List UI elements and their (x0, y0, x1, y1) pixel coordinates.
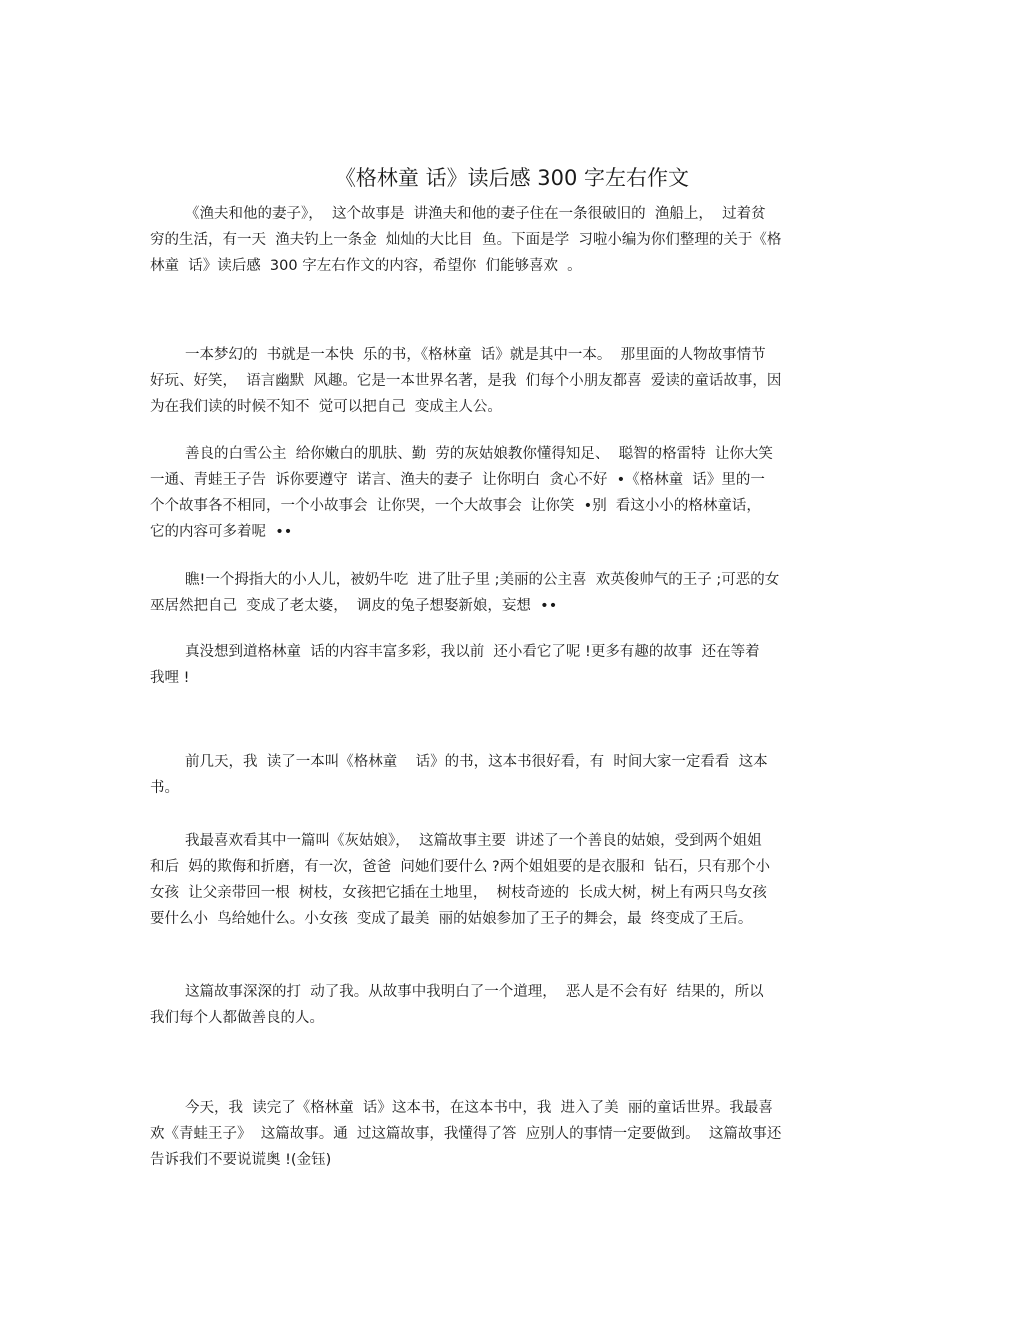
paragraph-line: 善良的白雪公主 给你嫩白的肌肤、勤 劳的灰姑娘教你懂得知足、 聪智的格雷特 让你大笑 (185, 446, 773, 462)
paragraph-line: 《渔夫和他的妻子》， 这个故事是 讲渔夫和他的妻子住在一条很破旧的 渔船上， 过着贫 (185, 206, 766, 222)
paragraph-line: 告诉我们不要说谎奥 !(金钰) (150, 1152, 332, 1168)
paragraph-essay2-p2 (150, 828, 770, 932)
paragraph-line: 一本梦幻的 书就是一本快 乐的书，《格林童 话》就是其中一本。 那里面的人物故事情节 (185, 347, 766, 363)
paragraph-line: 瞧!一个拇指大的小人儿，被奶牛吃 进了肚子里 ;美丽的公主喜 欢英俊帅气的王子 ;可恶的女 (185, 572, 780, 588)
paragraph-essay2-p3 (150, 979, 764, 1031)
paragraph-line: 书。 (150, 780, 179, 796)
paragraph-essay1-p1 (150, 342, 781, 420)
paragraph-essay1-p3 (150, 567, 779, 619)
paragraph-line: 真没想到道格林童 话的内容丰富多彩，我以前 还小看它了呢 !更多有趣的故事 还在等着 (185, 644, 760, 660)
paragraph-line: 个个故事各不相同，一个小故事会 让你哭，一个大故事会 让你笑 •别 看这小小的格林童话， (150, 498, 761, 514)
paragraph-line: 我们每个人都做善良的人。 (150, 1010, 324, 1026)
paragraph-line: 欢《青蛙王子》 这篇故事。通 过这篇故事，我懂得了答 应别人的事情一定要做到。 这篇故事还 (150, 1126, 782, 1142)
paragraph-line: 女孩 让父亲带回一根 树枝，女孩把它插在土地里， 树枝奇迹的 长成大树，树上有两只鸟女孩 (150, 885, 767, 901)
paragraph-line: 一通、青蛙王子告 诉你要遵守 诺言、渔夫的妻子 让你明白 贪心不好 •《格林童 话》里的一 (150, 472, 765, 488)
document-title: 《格林童 话》读后感 300 字左右作文 (334, 166, 690, 190)
paragraph-line: 好玩、好笑， 语言幽默 风趣。它是一本世界名著，是我 们每个小朋友都喜 爱读的童话故事，因 (150, 373, 782, 389)
paragraph-line: 为在我们读的时候不知不 觉可以把自己 变成主人公。 (150, 399, 502, 415)
paragraph-essay1-p4 (150, 639, 760, 691)
paragraph-essay3 (150, 1095, 781, 1173)
paragraph-essay1-p2 (150, 441, 773, 545)
paragraph-line: 巫居然把自己 变成了老太婆， 调皮的兔子想娶新娘，妄想 •• (150, 598, 558, 614)
paragraph-line: 穷的生活，有一天 渔夫钓上一条金 灿灿的大比目 鱼。下面是学 习啦小编为你们整理的关于《格 (150, 232, 782, 248)
paragraph-line: 前几天，我 读了一本叫《格林童 话》的书，这本书很好看，有 时间大家一定看看 这本 (185, 754, 768, 770)
paragraph-line: 我哩 ! (150, 670, 190, 686)
paragraph-line: 它的内容可多着呢 •• (150, 524, 293, 540)
paragraph-intro (150, 201, 781, 279)
paragraph-line: 今天，我 读完了《格林童 话》这本书，在这本书中，我 进入了美 丽的童话世界。我最喜 (185, 1100, 773, 1116)
paragraph-line: 这篇故事深深的打 动了我。从故事中我明白了一个道理， 恶人是不会有好 结果的，所以 (185, 984, 764, 1000)
paragraph-line: 要什么小 鸟给她什么。小女孩 变成了最美 丽的姑娘参加了王子的舞会，最 终变成了王后。 (150, 911, 753, 927)
paragraph-line: 我最喜欢看其中一篇叫《灰姑娘》， 这篇故事主要 讲述了一个善良的姑娘，受到两个姐姐 (185, 833, 762, 849)
paragraph-line: 和后 妈的欺侮和折磨，有一次，爸爸 问她们要什么 ?两个姐姐要的是衣服和 钻石，只有那个小 (150, 859, 770, 875)
paragraph-line: 林童 话》读后感 300 字左右作文的内容，希望你 们能够喜欢 。 (150, 258, 582, 274)
paragraph-essay2-p1 (150, 749, 768, 801)
